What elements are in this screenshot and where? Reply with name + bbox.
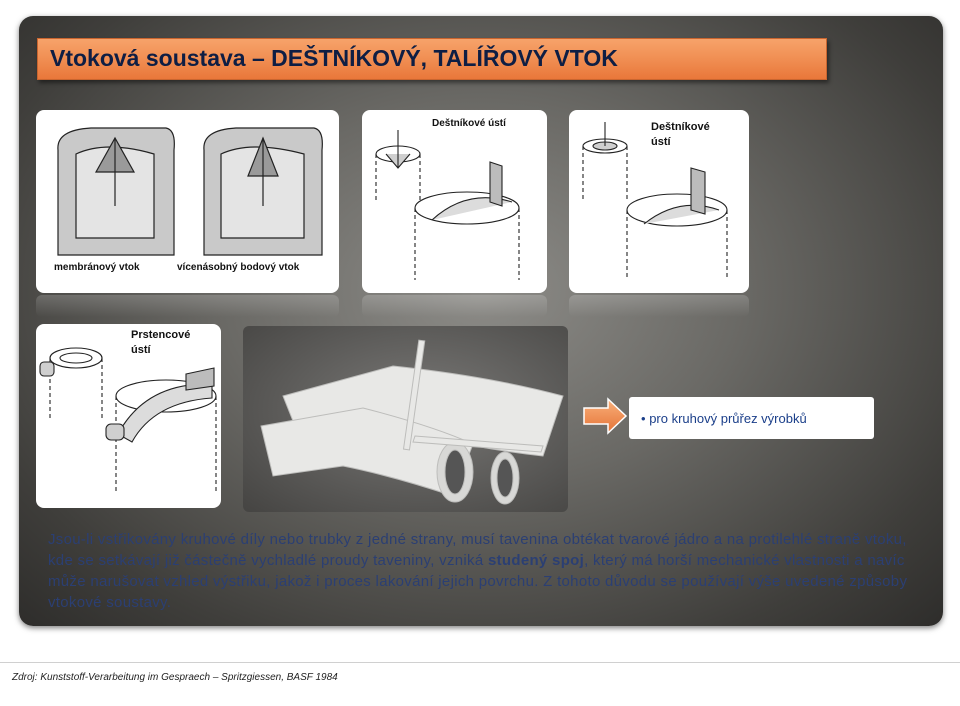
bullet-text: pro kruhový průřez výrobků — [649, 411, 807, 426]
figure-label-umbrella: Deštníkové ústí — [432, 118, 506, 129]
figure-umbrella-gate-2 — [569, 110, 749, 293]
body-paragraph — [48, 529, 918, 613]
figure-label-ring: Prstencové ústí — [131, 329, 191, 356]
bullet-item — [641, 411, 807, 426]
figure-ring-gate — [36, 324, 221, 508]
source-citation: Zdroj: Kunststoff-Verarbeitung im Gespraech – Spritzgiessen, BASF 1984 — [12, 672, 338, 683]
figure-reflection — [362, 295, 547, 317]
figure-membrane-gate — [36, 110, 339, 293]
figure-umbrella-gate — [362, 110, 547, 293]
arrow-right-icon — [582, 396, 628, 436]
footer-divider — [0, 662, 960, 663]
slide-title: Vtoková soustava – DEŠTNÍKOVÝ, TALÍŘOVÝ VTOK — [50, 45, 618, 71]
figure-reflection — [569, 295, 749, 317]
figure-label-membrane: membránový vtok — [54, 262, 140, 273]
bullet-icon: • — [641, 411, 646, 426]
title-bar — [37, 38, 827, 80]
bullet-box — [629, 397, 874, 439]
figure-reflection — [36, 295, 339, 317]
paragraph-bold: studený spoj — [487, 552, 585, 569]
photo-molded-parts — [243, 326, 568, 512]
paragraph-text-1: Jsou-li vstřikovány kruhové díly nebo trubky z jedné strany, musí tavenina obtékat tvarové jádro a na protilehlé straně vtoku, kde se setkávají již částečně vychladlé proudy taveniny, vzniká — [48, 531, 907, 569]
figure-label-multipoint: vícenásobný bodový vtok — [177, 262, 300, 273]
paragraph-text-2: , který má horší mechanické vlastnosti a navíc může narušovat vzhled výstřiku, jakož i proces lakování jejich povrchu. Z tohoto důvodu se používají výše uvedené způsoby vtokové soustavy. — [48, 552, 908, 611]
figure-label-umbrella-2: Deštníkové ústí — [651, 121, 710, 148]
